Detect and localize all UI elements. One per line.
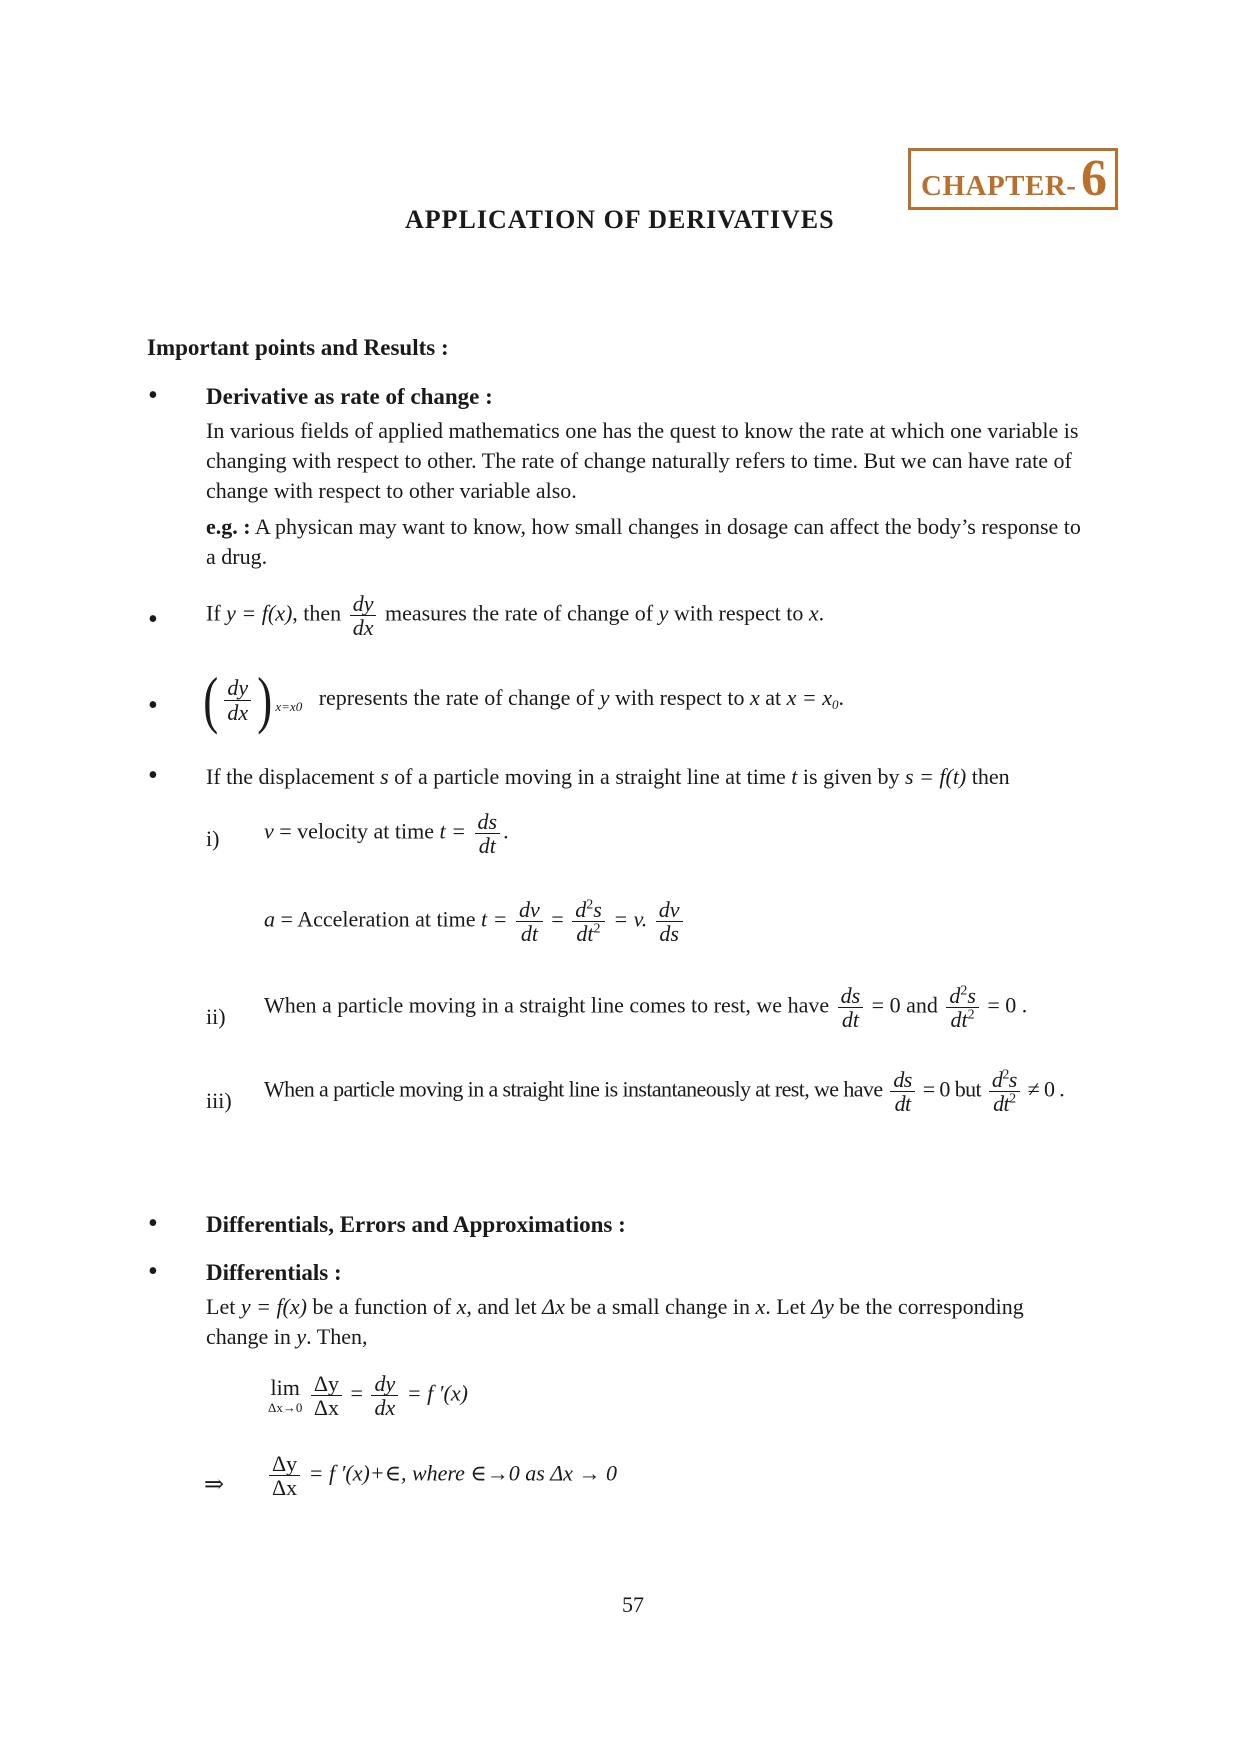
dydx-statement: If y = f(x), then $\frac{dy}{dx}$ measures the rate of change of y with respect to x.	[206, 591, 825, 641]
bullet-dot: •	[148, 1208, 158, 1239]
instantaneous-rest-condition: When a particle moving in a straight line is instantaneously at rest, we have $\frac{ds}{dt}$ = 0 but $\frac{d^2s}{dt^2}$ ≠ 0 .	[264, 1067, 1065, 1117]
rate-of-change-heading: Derivative as rate of change :	[206, 384, 493, 409]
example-paragraph	[206, 512, 1124, 572]
page-number: 57	[622, 1592, 644, 1617]
bullet-dot: •	[148, 1256, 158, 1287]
paragraph-line: In various fields of applied mathematics one has the quest to know the rate at which one variable is	[206, 418, 1079, 443]
implies-equation: $\frac{\Delta y}{\Delta x}$ = f ′(x)+∈, where ∈→0 as Δx → 0	[266, 1452, 617, 1499]
differentials-heading: Differentials :	[206, 1260, 342, 1285]
chapter-number: 6	[1081, 150, 1107, 207]
item-marker: ii)	[206, 1004, 226, 1029]
implies-arrow: ⇒	[204, 1472, 225, 1498]
velocity-equation: v = velocity at time t = $\frac{ds}{dt}$ .	[264, 809, 509, 859]
paragraph-line: changing with respect to other. The rate of change naturally refers to time. But we can have rate of	[206, 448, 1072, 473]
eg-label: e.g. :	[206, 514, 251, 539]
dydx-at-x0-statement: ( $\frac{dy}{dx}$ ) $_{x=x0}$ represents the rate of change of y with respect to x at $x = x_0$.	[203, 664, 845, 735]
bullet-dot: •	[148, 380, 158, 411]
bullet-dot: •	[148, 690, 158, 721]
chapter-badge	[908, 148, 1118, 210]
item-marker: i)	[206, 826, 220, 851]
bullet-dot: •	[148, 604, 158, 635]
rate-of-change-paragraph	[206, 416, 1124, 506]
eg-text: a drug.	[206, 544, 268, 569]
page-title: APPLICATION OF DERIVATIVES	[405, 205, 835, 234]
rest-condition: When a particle moving in a straight line comes to rest, we have $\frac{ds}{dt}$ = 0 and $\frac{d^2s}{dt^2}$ = 0 .	[264, 983, 1028, 1033]
limit-equation: lim Δx→0 $\frac{\Delta y}{\Delta x}$ = $\frac{dy}{dx}$ = f ′(x)	[268, 1371, 468, 1421]
dydx-fraction: $\frac{dy}{dx}$	[224, 676, 251, 723]
section-heading: Important points and Results :	[147, 335, 449, 360]
differentials-paragraph: Let y = f(x) be a function of x, and let Δx be a small change in x. Let Δy be the corresponding change in y. Then,	[206, 1294, 1024, 1349]
displacement-statement: If the displacement s of a particle moving in a straight line at time t is given by s = f(t) then	[206, 764, 1010, 789]
paragraph-line: change with respect to other variable also.	[206, 478, 577, 503]
bullet-dot: •	[148, 760, 158, 791]
item-marker: iii)	[206, 1088, 232, 1113]
diff-errors-heading: Differentials, Errors and Approximations :	[206, 1212, 626, 1237]
acceleration-equation: a = Acceleration at time t = $\frac{dv}{dt}$ = $\frac{d^2s}{dt^2}$ = v. $\frac{dv}{ds}$	[264, 898, 686, 945]
chapter-label: CHAPTER-	[921, 170, 1077, 202]
eg-text: A physican may want to know, how small changes in dosage can affect the body’s response to	[250, 514, 1081, 539]
ds-dt-fraction: $\frac{ds}{dt}$	[475, 810, 501, 857]
dydx-fraction: $\frac{dy}{dx}$	[350, 592, 377, 639]
